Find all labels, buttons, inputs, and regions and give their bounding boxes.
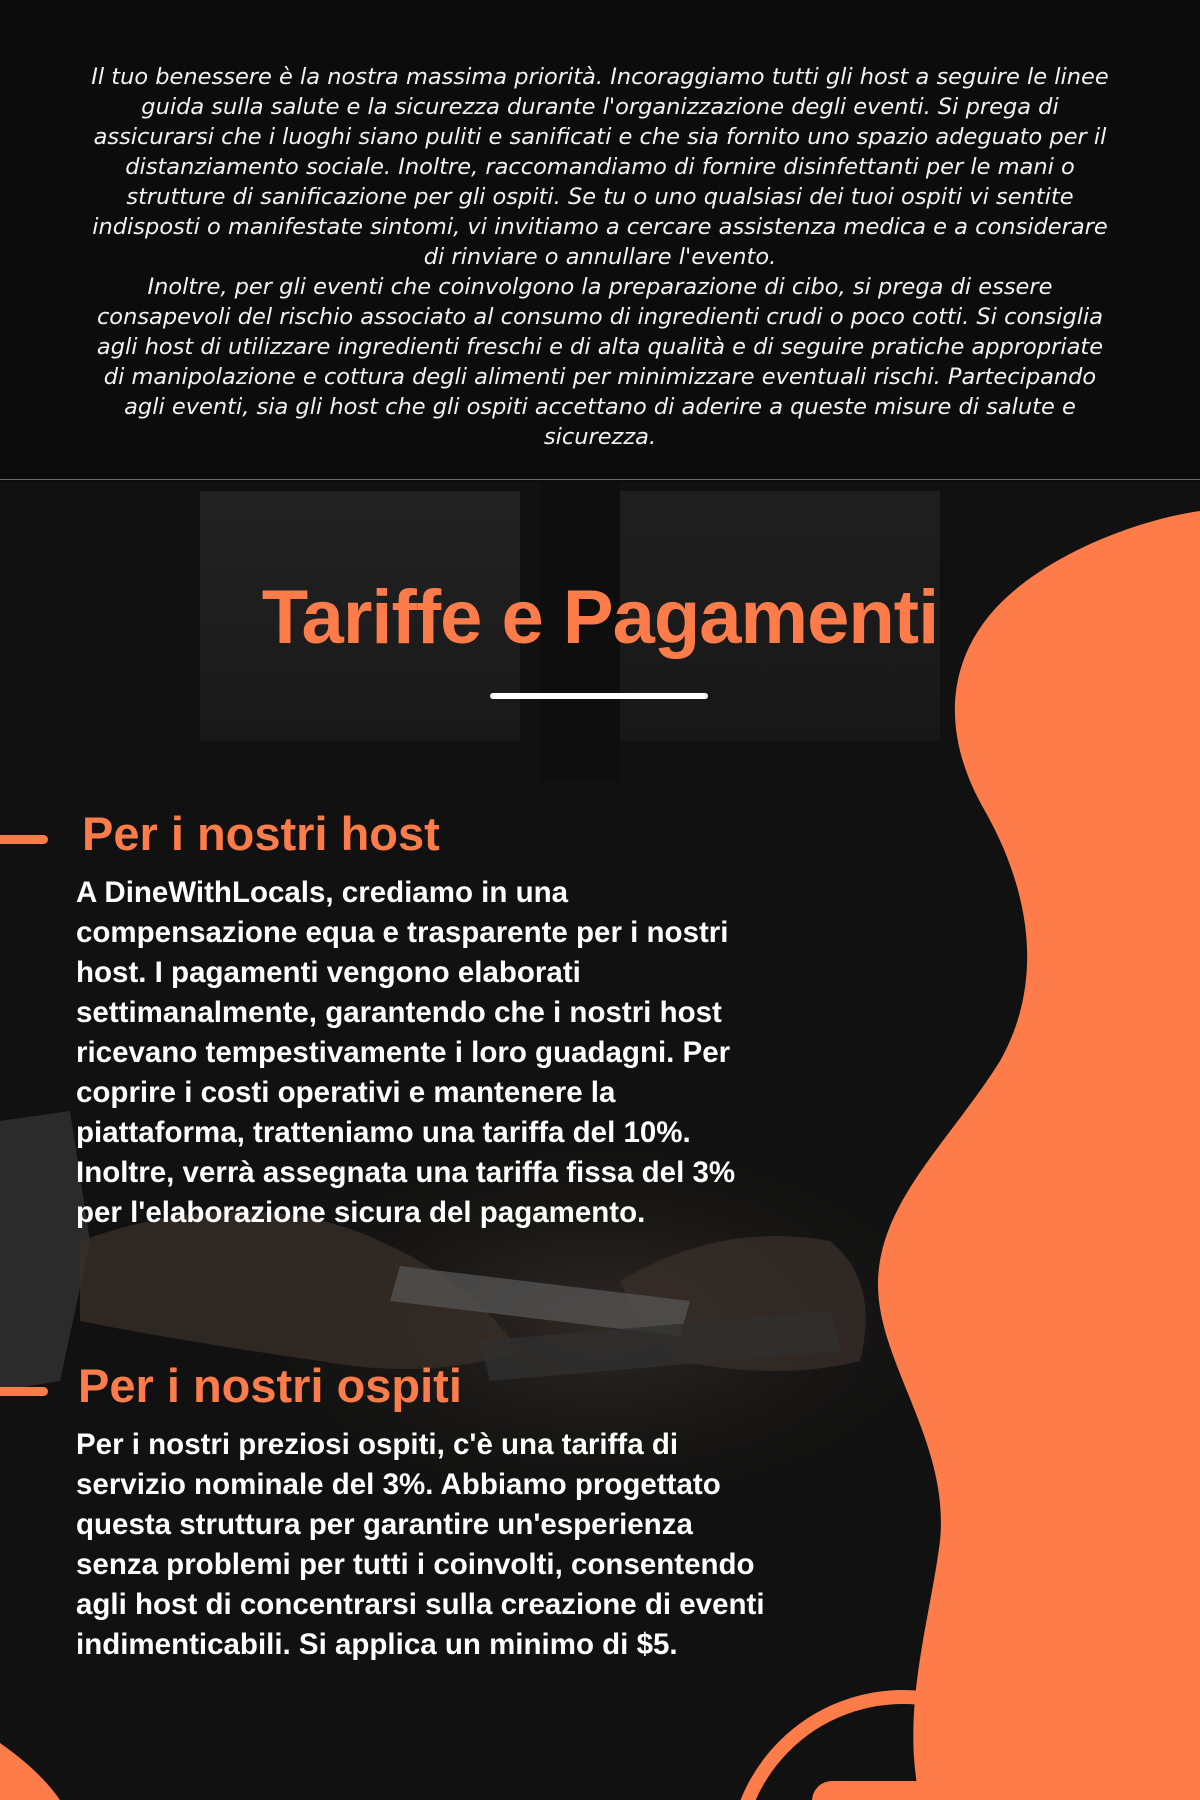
page-title: Tariffe e Pagamenti xyxy=(261,575,939,660)
hosts-body: A DineWithLocals, crediamo in una compensazione equa e trasparente per i nostri host. I pagamenti vengono elaborati settimanalmente, garantendo che i nostri host ricevano tempestivamente i loro guadagni. Per coprire i costi operativi e mantenere la piattaforma, tratteniamo una tariffa del 10%. Inoltre, verrà assegnata una tariffa fissa del 3% per l'elaborazione sicura del pagamento. xyxy=(76,876,736,1229)
health-notice-paragraph-2: Inoltre, per gli eventi che coinvolgono la preparazione di cibo, si prega di essere consapevoli del rischio associato al consumo di ingredienti crudi o poco cotti. Si consiglia agli host di utilizzare ingredienti freschi e di alta qualità e di seguire pratiche appropriate di manipolazione e cottura degli alimenti per minimizzare eventuali rischi. Partecipando agli eventi, sia gli host che gli ospiti accettano di aderire a queste misure di salute e sicurezza. xyxy=(96,274,1104,450)
decorative-bar xyxy=(812,1781,990,1800)
heading-dash-hosts xyxy=(0,835,48,844)
health-safety-section xyxy=(0,0,1200,480)
heading-dash-guests xyxy=(0,1387,48,1396)
guests-body: Per i nostri preziosi ospiti, c'è una tariffa di servizio nominale del 3%. Abbiamo progettato questa struttura per garantire un'esperienza senza problemi per tutti i coinvolti, consentendo agli host di concentrarsi sulla creazione di eventi indimenticabili. Si applica un minimo di $5. xyxy=(76,1428,765,1661)
title-underline xyxy=(490,693,708,699)
guests-heading: Per i nostri ospiti xyxy=(78,1359,462,1412)
hosts-heading: Per i nostri host xyxy=(82,807,440,860)
health-safety-notice xyxy=(85,62,1115,452)
health-notice-paragraph-1: Il tuo benessere è la nostra massima priorità. Incoraggiamo tutti gli host a seguire le linee guida sulla salute e la sicurezza durante l'organizzazione degli eventi. Si prega di assicurarsi che i luoghi siano puliti e sanificati e che sia fornito uno spazio adeguato per il distanziamento sociale. Inoltre, raccomandiamo di fornire disinfettanti per le mani o strutture di sanificazione per gli ospiti. Se tu o uno qualsiasi dei tuoi ospiti vi sentite indisposti o manifestate sintomi, vi invitiamo a cercare assistenza medica e a considerare di rinviare o annullare l'evento. xyxy=(91,64,1109,270)
fees-payments-section xyxy=(0,481,1200,1800)
